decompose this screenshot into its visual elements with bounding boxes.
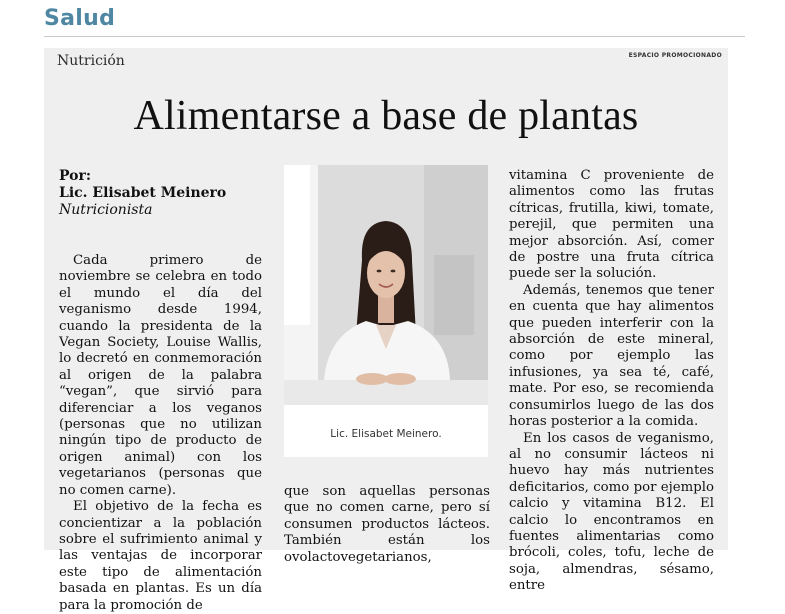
byline-prefix: Por:: [59, 168, 92, 184]
paragraph: vitamina C proveniente de alimentos como las frutas cítricas, frutilla, kiwi, tomate, perejil, que permiten una mejor absorción. Así, comer de postre una fruta cítrica puede ser la solución.: [509, 168, 714, 282]
section-divider: [44, 36, 745, 37]
article-headline: Alimentarse a base de plantas: [133, 93, 639, 139]
author-photo: [284, 165, 488, 405]
article-column-3: [509, 168, 714, 595]
paragraph: que son aquellas personas que no comen carne, pero sí consumen productos lácteos. También están los ovolactovegetarianos,: [284, 484, 490, 565]
paragraph: El objetivo de la fecha es concientizar a la población sobre el sufrimiento animal y las ventajas de incorporar este tipo de alimentación basada en plantas. Es un día para la promoción de: [59, 499, 262, 613]
section-label: Salud: [44, 6, 116, 31]
paragraph: Además, tenemos que tener en cuenta que hay alimentos que pueden interferir con la absorción de este mineral, como por ejemplo las infusiones, ya sea té, café, mate. Por eso, se recomienda consumirlos luego de las dos horas posterior a la comida.: [509, 282, 714, 430]
photo-caption: Lic. Elisabet Meinero.: [330, 428, 442, 440]
byline-author: Lic. Elisabet Meinero: [59, 185, 227, 201]
article-column-1: [59, 253, 262, 614]
article-column-2: [284, 484, 490, 566]
paragraph: En los casos de veganismo, al no consumir lácteos ni huevo hay más nutrientes deficitarios, como por ejemplo calcio y vitamina B12. El calcio lo encontramos en fuentes alimentarias como brócoli, coles, tofu, leche de soja, almendras, sésamo, entre: [509, 430, 714, 594]
article-category: Nutrición: [57, 53, 125, 69]
author-portrait-image: [284, 165, 488, 405]
photo-caption-box: [284, 405, 488, 457]
byline: [59, 168, 259, 219]
paragraph: Cada primero de noviembre se celebra en todo el mundo el día del veganismo desde 1994, cuando la presidenta de la Vegan Society, Louise Wallis, lo decretó en conmemoración al origen de la palabra “vegan”, que sirvió para diferenciar a los veganos (personas que no utilizan ningún tipo de producto de origen animal) con los vegetarianos (personas que no comen carne).: [59, 253, 262, 498]
promo-label: ESPACIO PROMOCIONADO: [628, 52, 722, 59]
article-panel: [44, 48, 728, 613]
byline-role: Nutricionista: [59, 202, 153, 218]
